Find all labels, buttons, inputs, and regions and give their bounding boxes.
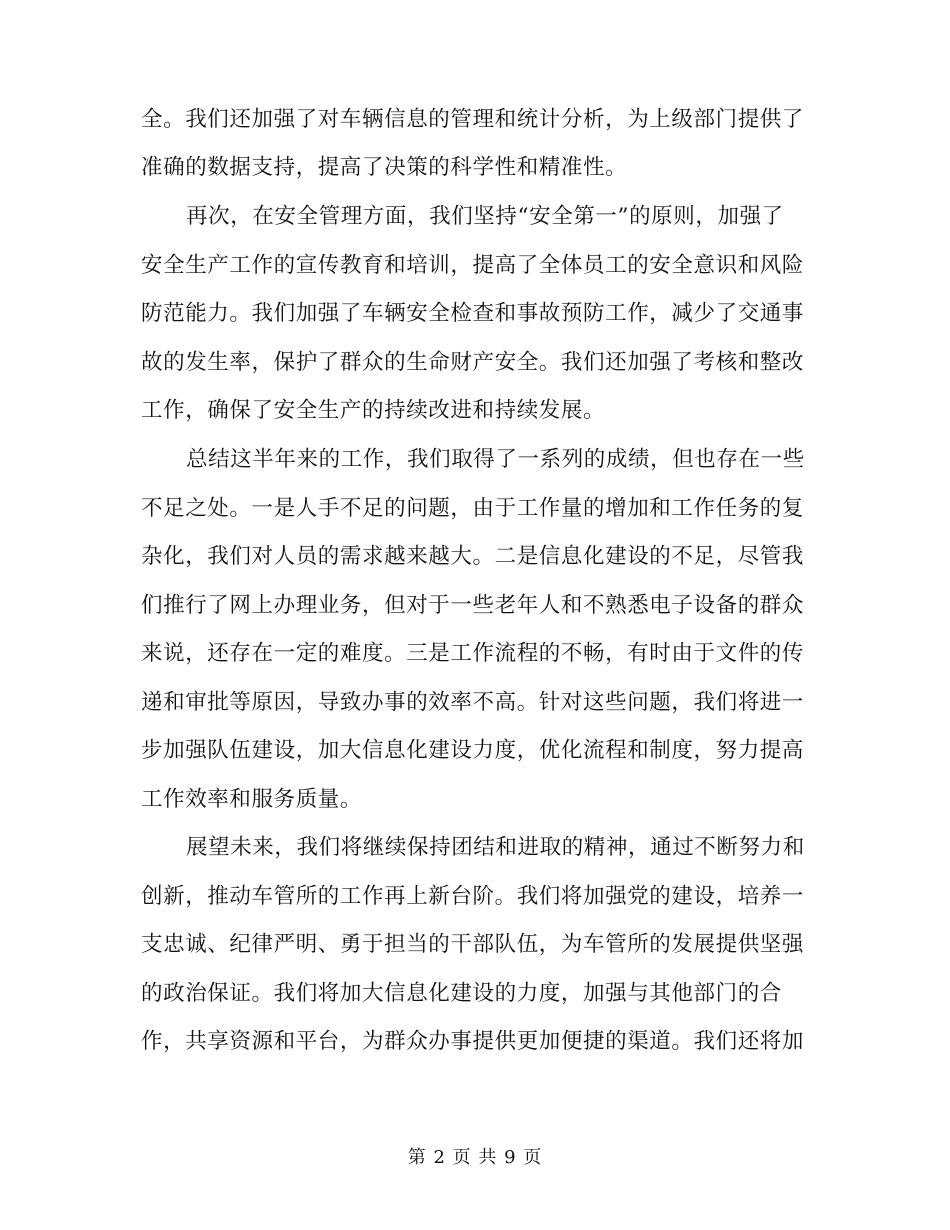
text-line: 安全生产工作的宣传教育和培训，提高了全体员工的安全意识和风险 <box>141 253 805 278</box>
text-line: 故的发生率，保护了群众的生命财产安全。我们还加强了考核和整改 <box>141 350 805 375</box>
paragraph-first-line: 展望未来，我们将继续保持团结和进取的精神，通过不断努力和 <box>186 835 805 860</box>
text-line: 的政治保证。我们将加大信息化建设的力度，加强与其他部门的合 <box>141 981 782 1006</box>
text-line: 工作，确保了安全生产的持续改进和持续发展。 <box>141 398 606 423</box>
text-line: 递和审批等原因，导致办事的效率不高。针对这些问题，我们将进一 <box>141 690 805 715</box>
text-line: 准确的数据支持，提高了决策的科学性和精准性。 <box>141 155 628 180</box>
text-line: 杂化，我们对人员的需求越来越大。二是信息化建设的不足，尽管我 <box>141 544 805 569</box>
text-line: 创新，推动车管所的工作再上新台阶。我们将加强党的建设，培养一 <box>141 884 805 909</box>
text-line: 防范能力。我们加强了车辆安全检查和事故预防工作，减少了交通事 <box>141 301 805 326</box>
page-number-footer: 第 2 页 共 9 页 <box>407 1147 543 1168</box>
text-line: 支忠诚、纪律严明、勇于担当的干部队伍，为车管所的发展提供坚强 <box>141 932 805 957</box>
paragraph-first-line: 再次，在安全管理方面，我们坚持“安全第一”的原则，加强了 <box>186 204 784 229</box>
text-line: 作，共享资源和平台，为群众办事提供更加便捷的渠道。我们还将加 <box>141 1029 805 1054</box>
paragraph-first-line: 总结这半年来的工作，我们取得了一系列的成绩，但也存在一些 <box>186 447 805 472</box>
text-line: 来说，还存在一定的难度。三是工作流程的不畅，有时由于文件的传 <box>141 641 805 666</box>
text-line: 步加强队伍建设，加大信息化建设力度，优化流程和制度，努力提高 <box>141 738 805 763</box>
text-line: 不足之处。一是人手不足的问题，由于工作量的增加和工作任务的复 <box>141 496 805 521</box>
text-line: 们推行了网上办理业务，但对于一些老年人和不熟悉电子设备的群众 <box>141 593 805 618</box>
text-line: 工作效率和服务质量。 <box>141 787 363 812</box>
text-line: 全。我们还加强了对车辆信息的管理和统计分析，为上级部门提供了 <box>141 107 805 132</box>
